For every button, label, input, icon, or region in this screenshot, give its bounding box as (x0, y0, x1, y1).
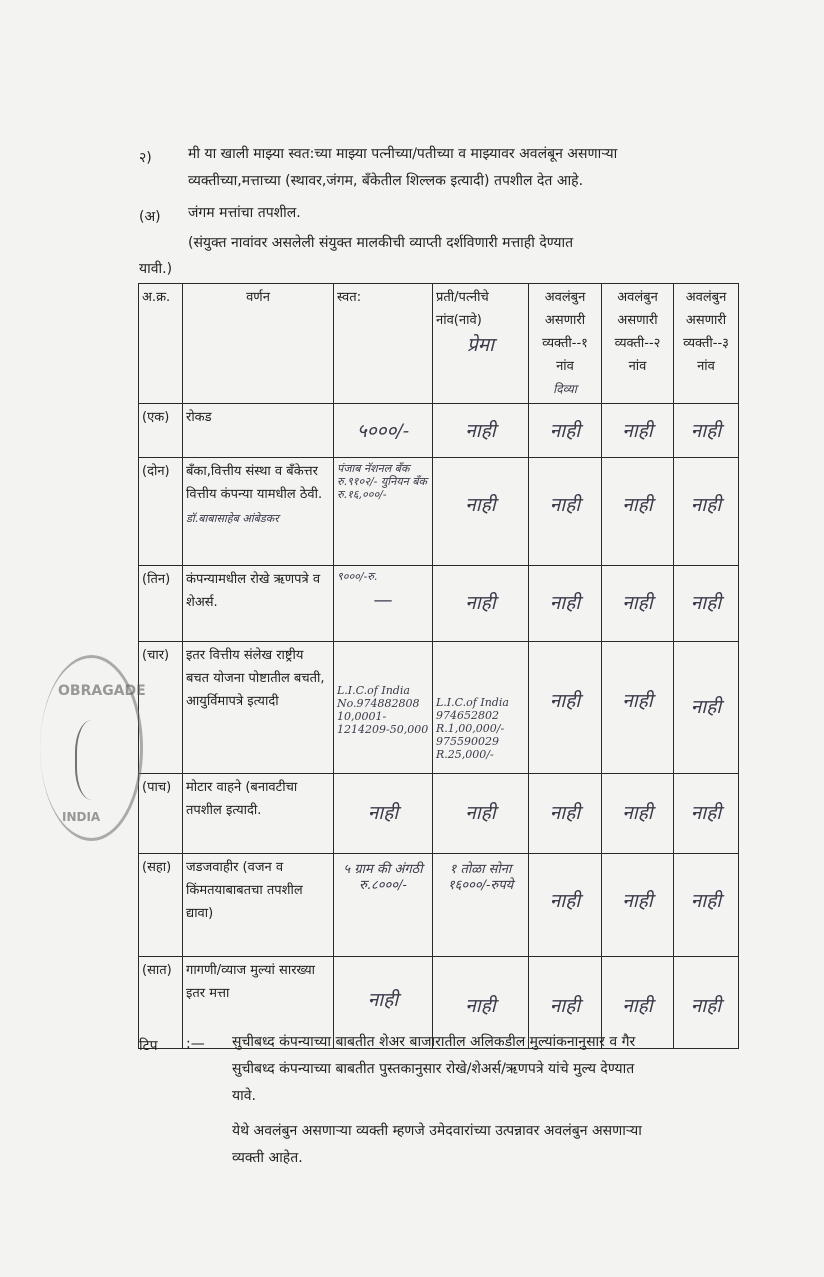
row-self (334, 566, 433, 642)
table-header-row (139, 284, 739, 404)
header-dep2: अवलंबुन असणारी व्यक्ती--२ नांव (602, 284, 674, 404)
row-sr: (सात) (139, 957, 183, 1049)
row-dep2-handwritten: नाही (622, 494, 653, 516)
stamp-text-top: OBRAGADE (58, 683, 146, 699)
row-dep3-handwritten: नाही (690, 696, 722, 718)
row-desc: मोटार वाहने (बनावटीचा तपशील इत्यादी. (183, 774, 334, 854)
header-dep3: अवलंबुन असणारी व्यक्ती--३ नांव (674, 284, 739, 404)
row-dep1-handwritten: नाही (549, 802, 581, 824)
row-desc: रोकड (183, 404, 334, 458)
row-dep1-handwritten: नाही (549, 690, 581, 712)
stamp-text-bottom: INDIA (62, 810, 101, 824)
row-dep1-handwritten: नाही (549, 995, 581, 1017)
section-number: (अ) (139, 209, 161, 225)
table-row (139, 642, 739, 774)
row-dep1-handwritten: नाही (549, 890, 581, 912)
header-spouse-handwritten: प्रेमा (466, 334, 495, 356)
row-sr: (एक) (139, 404, 183, 458)
row-dep2 (602, 404, 674, 458)
row-dep1 (529, 404, 602, 458)
assets-table (138, 283, 739, 1049)
header-self: स्वत: (334, 284, 433, 404)
row-self-handwritten: नाही (367, 989, 399, 1011)
row-spouse-handwritten: नाही (465, 995, 496, 1017)
row-dep1 (529, 854, 602, 957)
row-spouse (433, 404, 529, 458)
row-spouse (433, 774, 529, 854)
row-dep3 (674, 957, 739, 1049)
row-spouse (433, 566, 529, 642)
section-note-1: (संयुक्त नावांवर असलेली संयुक्त मालकीची व्याप्ती दर्शविणारी मत्ताही देण्यात (188, 235, 574, 251)
intro-line-1: मी या खाली माझ्या स्वत:च्या माझ्या पत्नीच्या/पतीच्या व माझ्यावर अवलंबून असणाऱ्या (188, 146, 618, 162)
row-dep3 (674, 404, 739, 458)
row-self-handwritten: ५ ग्राम की अंगठी रु.८०००/- (343, 862, 423, 893)
row-desc: इतर वित्तीय संलेख राष्ट्रीय बचत योजना पोष्टातील बचती, आयुर्विमापत्रे इत्यादी (183, 642, 334, 774)
row-dep2 (602, 566, 674, 642)
header-spouse-label: प्रती/पत्नीचे नांव(नावे) (436, 290, 489, 328)
row-dep3 (674, 566, 739, 642)
row-spouse-handwritten: १ तोळा सोना १६०००/-रुपये (447, 862, 514, 893)
section-note-2: यावी.) (139, 261, 173, 277)
row-sr: (सहा) (139, 854, 183, 957)
table-row (139, 854, 739, 957)
row-self (334, 404, 433, 458)
row-spouse-handwritten: L.I.C.of India 974652802 R.1,00,000/- 975590029 R.25,000/- (436, 696, 509, 761)
row-desc: जडजवाहीर (वजन व किंमतयाबाबतचा तपशील द्यावा) (183, 854, 334, 957)
row-sr: (तिन) (139, 566, 183, 642)
row-desc: गागणी/व्याज मुल्यां सारख्या इतर मत्ता (183, 957, 334, 1049)
row-self-handwritten: पंजाब नॅशनल बँक रु.९१०२/- युनियन बँक रु.१६,०००/- (337, 462, 427, 501)
row-dep1 (529, 458, 602, 566)
row-sr: (चार) (139, 642, 183, 774)
intro-line-2: व्यक्तीच्या,मत्ताच्या (स्थावर,जंगम, बँकेतील शिल्लक इत्यादी) तपशील देत आहे. (188, 173, 584, 189)
row-self-handwritten-note: ९०००/-रु. (337, 570, 378, 583)
row-dep1 (529, 566, 602, 642)
row-dep3-handwritten: नाही (690, 420, 722, 442)
note-label: टिप (139, 1038, 158, 1054)
note-line-5: व्यक्ती आहेत. (232, 1150, 303, 1166)
row-dep2 (602, 458, 674, 566)
table-row (139, 566, 739, 642)
row-self-handwritten: — (373, 589, 393, 611)
row-spouse-handwritten: नाही (465, 802, 496, 824)
row-self-handwritten: नाही (367, 802, 399, 824)
row-dep2 (602, 642, 674, 774)
row-dep2-handwritten: नाही (622, 995, 653, 1017)
header-dep1 (529, 284, 602, 404)
row-spouse-handwritten: नाही (465, 494, 496, 516)
note-line-2: सुचीबध्द कंपन्याच्या बाबतीत पुस्तकानुसार रोखे/शेअर्स/ऋणपत्रे यांचे मुल्य देण्यात (232, 1061, 635, 1077)
header-sr: अ.क्र. (139, 284, 183, 404)
row-desc (183, 458, 334, 566)
row-self-handwritten: ५०००/- (356, 420, 410, 442)
row-dep2 (602, 854, 674, 957)
note-line-3: यावे. (232, 1088, 256, 1104)
row-dep2-handwritten: नाही (622, 592, 653, 614)
row-self-handwritten: L.I.C.of India No.974882808 10,0001- 1214209-50,000 (337, 684, 429, 736)
row-dep2 (602, 774, 674, 854)
table-row (139, 458, 739, 566)
row-self (334, 642, 433, 774)
row-dep2-handwritten: नाही (622, 890, 653, 912)
row-dep1-handwritten: नाही (549, 420, 581, 442)
row-dep3-handwritten: नाही (690, 802, 722, 824)
row-spouse (433, 854, 529, 957)
row-spouse (433, 642, 529, 774)
table-row (139, 404, 739, 458)
row-spouse (433, 458, 529, 566)
row-dep1-handwritten: नाही (549, 494, 581, 516)
row-dep3 (674, 458, 739, 566)
row-dep3-handwritten: नाही (690, 494, 722, 516)
row-dep1-handwritten: नाही (549, 592, 581, 614)
header-desc: वर्णन (183, 284, 334, 404)
header-spouse (433, 284, 529, 404)
row-desc-text: बँका,वित्तीय संस्था व बँकेत्तर वित्तीय कंपन्या यामधील ठेवी. (186, 464, 323, 502)
row-spouse-handwritten: नाही (465, 420, 496, 442)
note-line-4: येथे अवलंबुन असणाऱ्या व्यक्ती म्हणजे उमेदवारांच्या उत्पन्नावर अवलंबुन असणाऱ्या (232, 1123, 642, 1139)
header-dep1-handwritten: दिव्या (553, 382, 577, 396)
row-dep3 (674, 854, 739, 957)
row-self (334, 774, 433, 854)
row-self (334, 854, 433, 957)
row-dep2-handwritten: नाही (622, 690, 653, 712)
row-spouse-handwritten: नाही (465, 592, 496, 614)
row-sr: (पाच) (139, 774, 183, 854)
row-dep1 (529, 774, 602, 854)
table-row (139, 774, 739, 854)
row-dep2-handwritten: नाही (622, 802, 653, 824)
row-dep3-handwritten: नाही (690, 890, 722, 912)
row-dep3 (674, 774, 739, 854)
row-dep2-handwritten: नाही (622, 420, 653, 442)
note-line-1: सुचीबध्द कंपन्याच्या बाबतीत शेअर बाजारातील अलिकडील मुल्यांकनानुसार व गैर (232, 1034, 636, 1050)
signature-mark (75, 720, 117, 800)
header-dep1-label: अवलंबुन असणारी व्यक्ती--१ नांव (542, 290, 588, 374)
note-dash: :— (186, 1036, 205, 1052)
row-dep3 (674, 642, 739, 774)
row-desc: कंपन्यामधील रोखे ऋणपत्रे व शेअर्स. (183, 566, 334, 642)
intro-number: २) (139, 150, 152, 166)
row-desc-handwritten: डॉ.बाबासाहेब आंबेडकर (186, 512, 279, 525)
row-sr: (दोन) (139, 458, 183, 566)
section-title: जंगम मत्तांचा तपशील. (188, 205, 301, 221)
row-dep1 (529, 642, 602, 774)
row-dep3-handwritten: नाही (690, 592, 722, 614)
row-dep3-handwritten: नाही (690, 995, 722, 1017)
row-self (334, 458, 433, 566)
